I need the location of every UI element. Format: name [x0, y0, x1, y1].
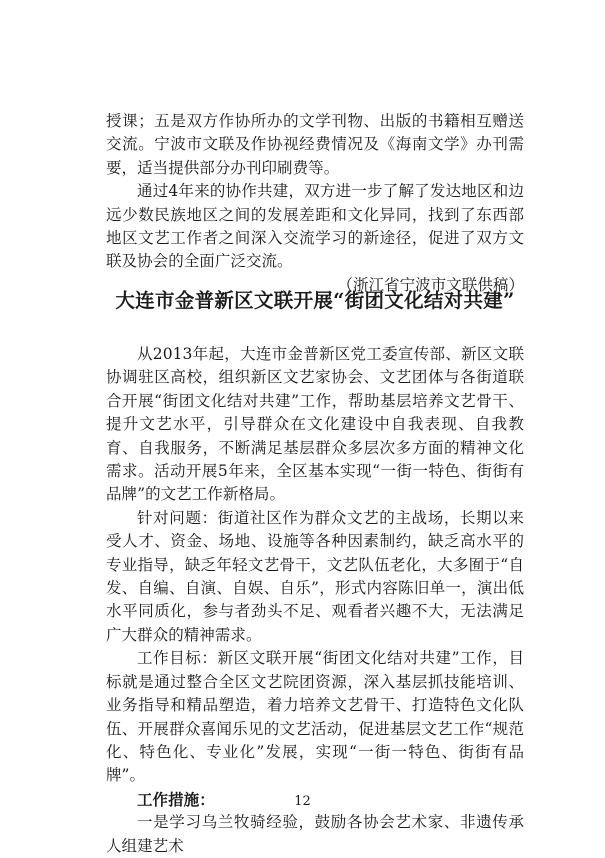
measures-heading: 工作措施： [137, 789, 215, 809]
paragraph-goals: 工作目标：新区文联开展“街团文化结对共建”工作，目标就是通过整合全区文艺院团资源，深入基层抓技能培训、业务指导和精品塑造，着力培养文艺骨干、打造特色文化队伍、开展群众喜闻乐见的文艺活动，促进基层文艺工作“规范化、特色化、专业化”发展，实现“一街一特色、街街有品牌”。 [106, 649, 524, 785]
page-number: 12 [294, 794, 311, 809]
paragraph-exchange: 授课；五是双方作协所办的文学刊物、出版的书籍相互赠送交流。宁波市文联及作协视经费情况及《海南文学》办刊需要，适当提供部分办刊印刷费等。 [106, 112, 524, 177]
previous-article-ending [106, 110, 524, 297]
source-credit: （浙江省宁波市文联供稿） [337, 275, 524, 294]
article-title: 大连市金普新区文联开展“街团文化结对共建” [115, 289, 515, 312]
article-body [106, 343, 524, 858]
paragraph-measure-1: 一是学习乌兰牧骑经验，鼓励各协会艺术家、非遗传承人组建艺术 [106, 813, 524, 855]
paragraph-problems: 针对问题：街道社区作为群众文艺的主战场，长期以来受人才、资金、场地、设施等各种因素制约，缺乏高水平的专业指导，缺乏年轻文艺骨干，文艺队伍老化，大多囿于“自发、自编、自演、自娱、自乐”，形式内容陈旧单一，演出低水平同质化，参与者劲头不足、观看者兴趣不大，无法满足广大群众的精神需求。 [106, 508, 524, 644]
paragraph-intro: 从2013年起，大连市金普新区党工委宣传部、新区文联协调驻区高校，组织新区文艺家协会、文艺团体与各街道联合开展“街团文化结对共建”工作，帮助基层培养文艺骨干、提升文艺水平，引导群众在文化建设中自我表现、自我教育、自我服务，不断满足基层群众多层次多方面的精神文化需求。活动开展5年来，全区基本实现“一街一特色、街街有品牌”的文艺工作新格局。 [106, 345, 524, 504]
paragraph-summary: 通过4年来的协作共建，双方进一步了解了发达地区和边远少数民族地区之间的发展差距和文化异同，找到了东西部地区文艺工作者之间深入交流学习的新途径，促进了双方文联及协会的全面广泛交流。 [106, 182, 524, 271]
